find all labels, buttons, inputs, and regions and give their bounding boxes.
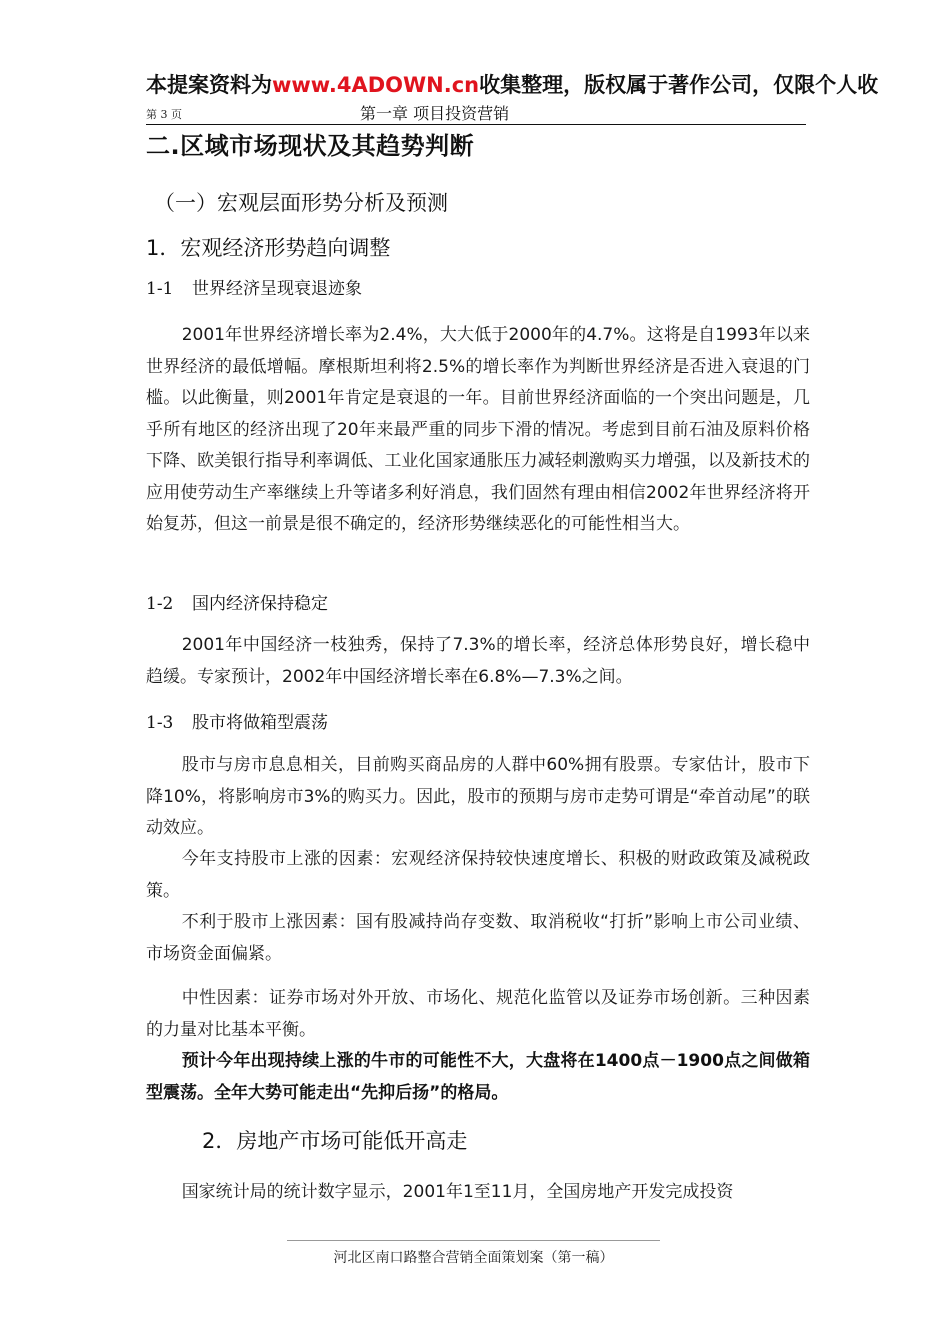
heading-1-1 (146, 274, 362, 299)
header-divider (146, 124, 806, 125)
footer-title: 河北区南口路整合营销全面策划案（第一稿） (333, 1250, 614, 1266)
heading-1-1-number: 1-1 (146, 279, 174, 299)
part1-title: 1．宏观经济形势趋向调整 (146, 236, 391, 260)
banner-site-link[interactable]: www.4ADOWN.cn (272, 73, 480, 97)
paragraph-1-1: 2001年世界经济增长率为2.4%，大大低于2000年的4.7%。这将是自1993年以来世界经济的最低增幅。摩根斯坦利将2.5%的增长率作为判断世界经济是否进入衰退的门槛。以此衡量，则2001年肯定是衰退的一年。目前世界经济面临的一个突出问题是，几乎所有地区的经济出现了20年来最严重的同步下滑的情况。考虑到目前石油及原料价格下降、欧美银行指导利率调低、工业化国家通胀压力减轻刺激购买力增强，以及新技术的应用使劳动生产率继续上升等诸多利好消息，我们固然有理由相信2002年世界经济将开始复苏，但这一前景是很不确定的，经济形势继续恶化的可能性相当大。 (146, 325, 810, 534)
heading-1-2-number: 1-2 (146, 594, 174, 614)
paragraph-1-3-support: 今年支持股市上涨的因素：宏观经济保持较快速度增长、积极的财政政策及减税政策。 (146, 849, 810, 901)
subsection-title: （一）宏观层面形势分析及预测 (154, 191, 448, 215)
copyright-banner (146, 70, 950, 100)
heading-1-1-text: 世界经济呈现衰退迹象 (192, 279, 362, 299)
heading-1-3-number: 1-3 (146, 713, 174, 733)
paragraph-1-3-neutral: 中性因素：证券市场对外开放、市场化、规范化监管以及证券市场创新。三种因素的力量对比基本平衡。 (146, 988, 810, 1040)
footer-divider (287, 1240, 660, 1241)
banner-prefix: 本提案资料为 (146, 73, 272, 97)
part2-title: 2．房地产市场可能低开高走 (202, 1129, 468, 1153)
paragraph-1-2: 2001年中国经济一枝独秀，保持了7.3%的增长率，经济总体形势良好，增长稳中趋缓。专家预计，2002年中国经济增长率在6.8%—7.3%之间。 (146, 635, 810, 687)
page-number: 第 3 页 (146, 108, 182, 121)
heading-1-2-text: 国内经济保持稳定 (192, 594, 328, 614)
heading-1-3 (146, 708, 328, 733)
paragraph-1-3-forecast: 预计今年出现持续上涨的牛市的可能性不大，大盘将在1400点－1900点之间做箱型震荡。全年大势可能走出“先抑后扬”的格局。 (146, 1051, 810, 1103)
paragraph-1-3-negative: 不利于股市上涨因素：国有股减持尚存变数、取消税收“打折”影响上市公司业绩、市场资金面偏紧。 (146, 912, 810, 964)
paragraph-2: 国家统计局的统计数字显示，2001年1至11月，全国房地产开发完成投资 (181, 1182, 734, 1202)
heading-1-3-text: 股市将做箱型震荡 (192, 713, 328, 733)
chapter-title: 第一章 项目投资营销 (360, 104, 510, 123)
heading-1-2 (146, 589, 328, 614)
section-title: 二.区域市场现状及其趋势判断 (146, 132, 475, 160)
paragraph-1-3-intro: 股市与房市息息相关，目前购买商品房的人群中60%拥有股票。专家估计，股市下降10%，将影响房市3%的购买力。因此，股市的预期与房市走势可谓是“牵首动尾”的联动效应。 (146, 755, 810, 838)
banner-suffix: 收集整理，版权属于著作公司，仅限个人收 (479, 73, 879, 97)
